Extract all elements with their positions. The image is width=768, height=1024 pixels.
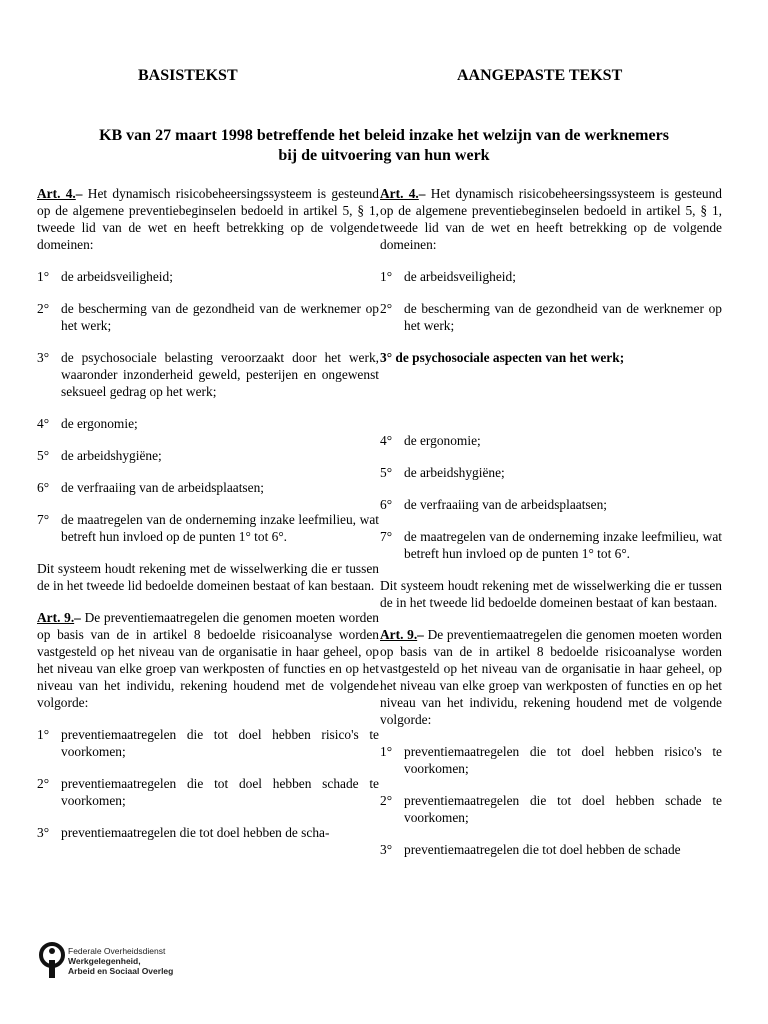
art9-text: De preventiemaatregelen die genomen moeten worden op basis van de in artikel 8 bedoelde risicoanalyse worden vastgesteld op het niveau van de organisatie in haar geheel, op het niveau van elke groep van werkposten of functies en op het niveau van het individu, rekening houdend met de volgende volgorde: bbox=[380, 627, 722, 727]
item-number: 4° bbox=[37, 416, 50, 431]
list-item bbox=[37, 268, 379, 285]
art4-label: Art. 4. bbox=[380, 186, 419, 201]
art9-label: Art. 9. bbox=[37, 610, 75, 625]
item-text: de verfraaiing van de arbeidsplaatsen; bbox=[61, 480, 264, 495]
item-number: 4° bbox=[380, 433, 393, 448]
list-item bbox=[37, 824, 379, 841]
left-column bbox=[37, 185, 379, 856]
list-item bbox=[37, 300, 379, 334]
list-item bbox=[380, 528, 722, 562]
item-number: 3° bbox=[380, 350, 393, 365]
item-text: de arbeidshygiëne; bbox=[61, 448, 162, 463]
logo-line3: Arbeid en Sociaal Overleg bbox=[68, 966, 174, 976]
item-number: 3° bbox=[37, 825, 50, 840]
item-text: de arbeidshygiëne; bbox=[404, 465, 505, 480]
item-text: de maatregelen van de onderneming inzake leefmilieu, wat betreft hun invloed op de punten 1° tot 6°. bbox=[61, 512, 379, 544]
system-paragraph: Dit systeem houdt rekening met de wisselwerking die er tussen de in het tweede lid bedoelde domeinen bestaat of kan bestaan. bbox=[37, 561, 379, 593]
list-item bbox=[380, 496, 722, 513]
item-number: 1° bbox=[37, 269, 50, 284]
list-item bbox=[37, 349, 379, 400]
list-item bbox=[380, 464, 722, 481]
art9-dash: – bbox=[417, 627, 424, 642]
art9-text: De preventiemaatregelen die genomen moeten worden op basis van de in artikel 8 bedoelde risicoanalyse worden vastgesteld op het niveau van de organisatie in haar geheel, op het niveau van elke groep van werkposten of functies en op het niveau van het individu, rekening houdend met de volgende volgorde: bbox=[37, 610, 379, 710]
item-number: 2° bbox=[37, 301, 50, 316]
art4-paragraph bbox=[380, 185, 722, 253]
item-number: 3° bbox=[37, 350, 50, 365]
item-text: de psychosociale aspecten van het werk; bbox=[395, 350, 625, 365]
list-item bbox=[37, 775, 379, 809]
item-text: de verfraaiing van de arbeidsplaatsen; bbox=[404, 497, 607, 512]
item-text: preventiemaatregelen die tot doel hebben risico's te voorkomen; bbox=[404, 744, 722, 776]
list-item bbox=[37, 479, 379, 496]
item-number: 2° bbox=[380, 301, 393, 316]
item-text: preventiemaatregelen die tot doel hebben de schade bbox=[404, 842, 681, 857]
item-number: 1° bbox=[380, 744, 393, 759]
fod-logo-icon bbox=[38, 942, 66, 980]
art4-dash: – bbox=[75, 186, 83, 201]
list-item bbox=[380, 792, 722, 826]
item-text: de maatregelen van de onderneming inzake leefmilieu, wat betreft hun invloed op de punten 1° tot 6°. bbox=[404, 529, 722, 561]
document-title-line2: bij de uitvoering van hun werk bbox=[278, 147, 490, 164]
logo-line1: Federale Overheidsdienst bbox=[68, 946, 166, 956]
list-item bbox=[380, 268, 722, 285]
logo-line2: Werkgelegenheid, bbox=[68, 956, 141, 966]
art4-text: Het dynamisch risicobeheersingssysteem is gesteund op de algemene preventiebeginselen bedoeld in artikel 5, § 1, tweede lid van de wet en heeft betrekking op de volgende domeinen: bbox=[380, 186, 722, 252]
item-number: 7° bbox=[380, 529, 393, 544]
item-number: 6° bbox=[380, 497, 393, 512]
item-number: 3° bbox=[380, 842, 393, 857]
fod-logo-text bbox=[68, 946, 173, 976]
art4-dash: – bbox=[418, 186, 426, 201]
list-item bbox=[37, 415, 379, 432]
item-text: de ergonomie; bbox=[404, 433, 481, 448]
item-text: de psychosociale belasting veroorzaakt door het werk, waaronder inzonderheid geweld, pesterijen en ongewenst seksueel gedrag op het werk; bbox=[61, 350, 379, 399]
list-item bbox=[380, 841, 722, 858]
list-item-amended bbox=[380, 349, 722, 417]
art4-text: Het dynamisch risicobeheersingssysteem is gesteund op de algemene preventiebeginselen bedoeld in artikel 5, § 1, tweede lid van de wet en heeft betrekking op de volgende domeinen: bbox=[37, 186, 379, 252]
list-item bbox=[37, 511, 379, 545]
fod-logo bbox=[38, 942, 198, 982]
item-text: preventiemaatregelen die tot doel hebben schade te voorkomen; bbox=[61, 776, 379, 808]
item-text: preventiemaatregelen die tot doel hebben schade te voorkomen; bbox=[404, 793, 722, 825]
list-item bbox=[37, 447, 379, 464]
item-number: 5° bbox=[380, 465, 393, 480]
item-text: de ergonomie; bbox=[61, 416, 138, 431]
art9-label: Art. 9. bbox=[380, 627, 418, 642]
item-number: 2° bbox=[37, 776, 50, 791]
art9-paragraph bbox=[380, 626, 722, 728]
header-basistekst: BASISTEKST bbox=[138, 67, 238, 84]
item-text: de bescherming van de gezondheid van de werknemer op het werk; bbox=[404, 301, 722, 333]
item-number: 7° bbox=[37, 512, 50, 527]
item-text: de bescherming van de gezondheid van de werknemer op het werk; bbox=[61, 301, 379, 333]
list-item bbox=[380, 300, 722, 334]
art9-dash: – bbox=[74, 610, 81, 625]
document-title bbox=[40, 126, 728, 166]
item-number: 6° bbox=[37, 480, 50, 495]
art4-paragraph bbox=[37, 185, 379, 253]
list-item bbox=[380, 743, 722, 777]
system-paragraph: Dit systeem houdt rekening met de wisselwerking die er tussen de in het tweede lid bedoelde domeinen bestaat of kan bestaan. bbox=[380, 578, 722, 610]
item-number: 1° bbox=[380, 269, 393, 284]
header-aangepaste-tekst: AANGEPASTE TEKST bbox=[457, 67, 623, 84]
item-number: 2° bbox=[380, 793, 393, 808]
list-item bbox=[380, 432, 722, 449]
item-text: preventiemaatregelen die tot doel hebben de scha- bbox=[61, 825, 330, 840]
item-number: 1° bbox=[37, 727, 50, 742]
list-item bbox=[37, 726, 379, 760]
art4-label: Art. 4. bbox=[37, 186, 76, 201]
item-text: preventiemaatregelen die tot doel hebben risico's te voorkomen; bbox=[61, 727, 379, 759]
art9-paragraph bbox=[37, 609, 379, 711]
column-headers bbox=[0, 67, 768, 89]
document-title-line1: KB van 27 maart 1998 betreffende het beleid inzake het welzijn van de werknemers bbox=[99, 127, 669, 144]
item-number: 5° bbox=[37, 448, 50, 463]
item-text: de arbeidsveiligheid; bbox=[404, 269, 516, 284]
item-text: de arbeidsveiligheid; bbox=[61, 269, 173, 284]
right-column bbox=[380, 185, 722, 873]
